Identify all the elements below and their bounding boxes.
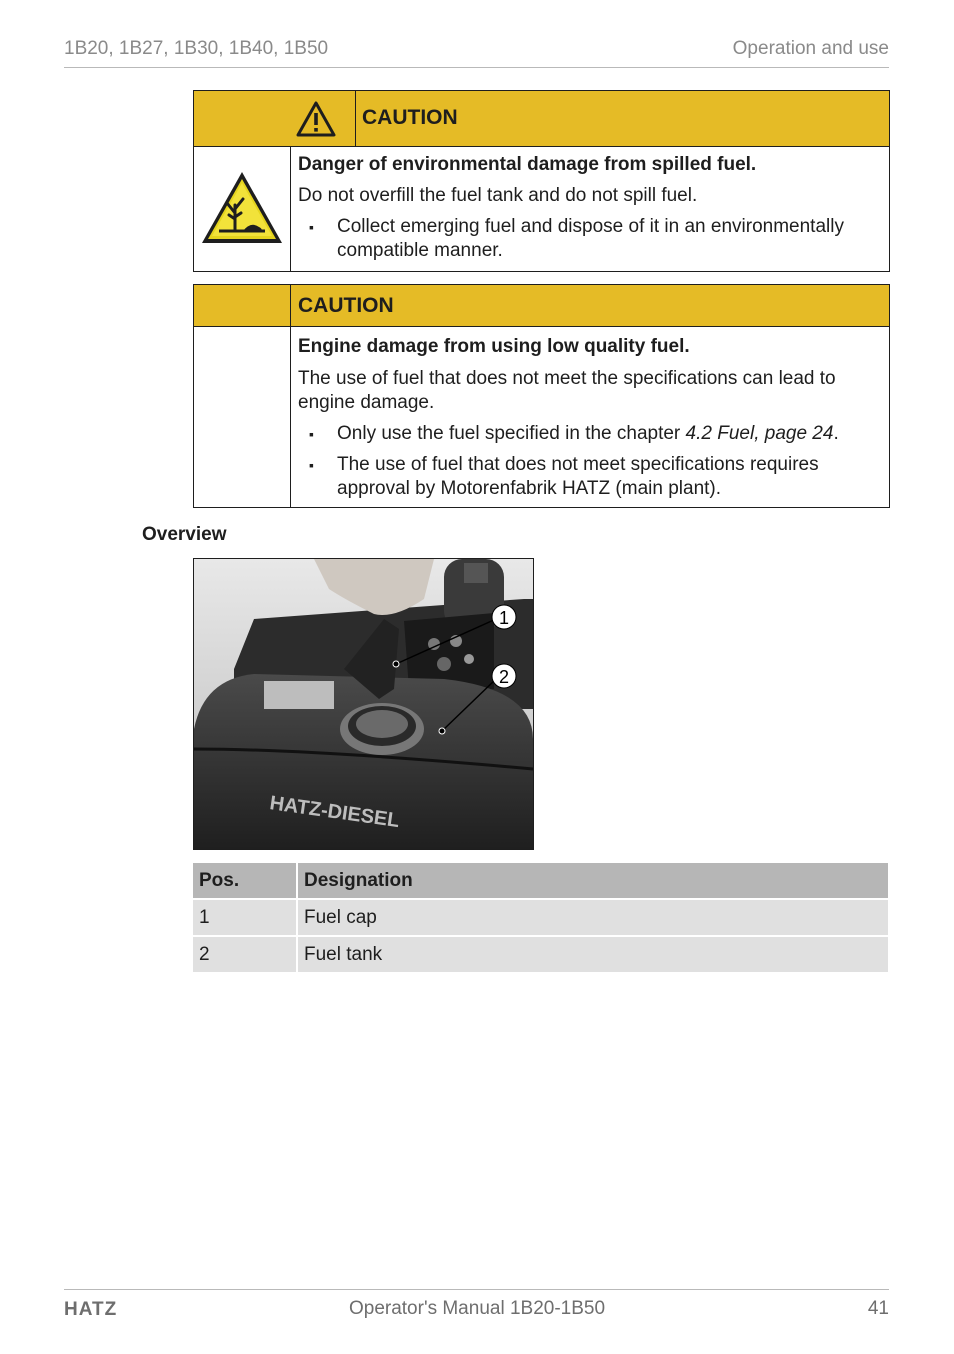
table-cell-pos: 1 (193, 900, 296, 935)
bullet-suffix: . (833, 423, 839, 444)
caution-header (194, 91, 889, 147)
designation-table (193, 863, 888, 974)
header-divider (64, 67, 889, 68)
bullet-prefix: Only use the fuel specified in the chapter (337, 423, 686, 444)
caution-bullet (298, 453, 881, 501)
bullet-mark: ▪ (309, 457, 314, 473)
table-cell-designation: Fuel cap (298, 900, 888, 935)
fuel-tank-illustration (194, 559, 533, 849)
table-cell-designation: Fuel tank (298, 937, 888, 972)
environmental-hazard-icon (199, 169, 285, 247)
caution-bullet-text: Collect emerging fuel and dispose of it in an environmentally compatible manner. (337, 216, 844, 261)
caution-icon-cell (194, 285, 291, 326)
caution-side-cell (194, 147, 291, 271)
chapter-reference-link[interactable]: 4.2 Fuel, page 24 (685, 423, 834, 444)
footer-brand: HATZ (64, 1299, 118, 1320)
callout-1-label: 1 (498, 608, 510, 628)
table-header-pos: Pos. (193, 863, 296, 898)
table-cell-pos: 2 (193, 937, 296, 972)
caution-lead: Danger of environmental damage from spilled fuel. (298, 154, 757, 175)
caution-header (194, 285, 889, 327)
caution-box-fuel-quality (193, 284, 890, 508)
caution-text: The use of fuel that does not meet the specifications can lead to engine damage. (298, 368, 836, 413)
bullet-mark: ▪ (309, 219, 314, 235)
footer-divider (64, 1289, 889, 1290)
page-number: 41 (867, 1298, 889, 1319)
brand-text: HATZ-DIESEL (268, 792, 401, 833)
table-row (193, 937, 888, 972)
fuel-tank-photo (193, 558, 534, 850)
caution-title: CAUTION (362, 106, 458, 129)
callout-1 (492, 605, 516, 629)
callout-2-label: 2 (498, 667, 510, 687)
table-header-designation: Designation (298, 863, 888, 898)
caution-bullets (298, 422, 881, 501)
caution-side-cell (194, 327, 291, 507)
bullet-mark: ▪ (309, 426, 314, 442)
header-models: 1B20, 1B27, 1B30, 1B40, 1B50 (64, 38, 329, 59)
caution-bullet-text: The use of fuel that does not meet specifications requires approval by Motorenfabrik HATZ (main plant). (337, 454, 819, 499)
overview-heading: Overview (142, 524, 227, 545)
caution-icon-cell (194, 91, 356, 146)
caution-bullet (298, 215, 881, 263)
caution-bullets (298, 215, 881, 263)
caution-text: Do not overfill the fuel tank and do not spill fuel. (298, 185, 698, 206)
footer-manual-title: Operator's Manual 1B20-1B50 (348, 1298, 606, 1319)
callout-2 (492, 664, 516, 688)
header-section: Operation and use (732, 38, 889, 59)
caution-box-environment (193, 90, 890, 272)
caution-bullet (298, 422, 881, 446)
table-header-row (193, 863, 888, 898)
warning-triangle-icon (296, 101, 336, 137)
caution-lead: Engine damage from using low quality fuel. (298, 336, 690, 357)
caution-title: CAUTION (298, 294, 394, 317)
table-row (193, 900, 888, 935)
